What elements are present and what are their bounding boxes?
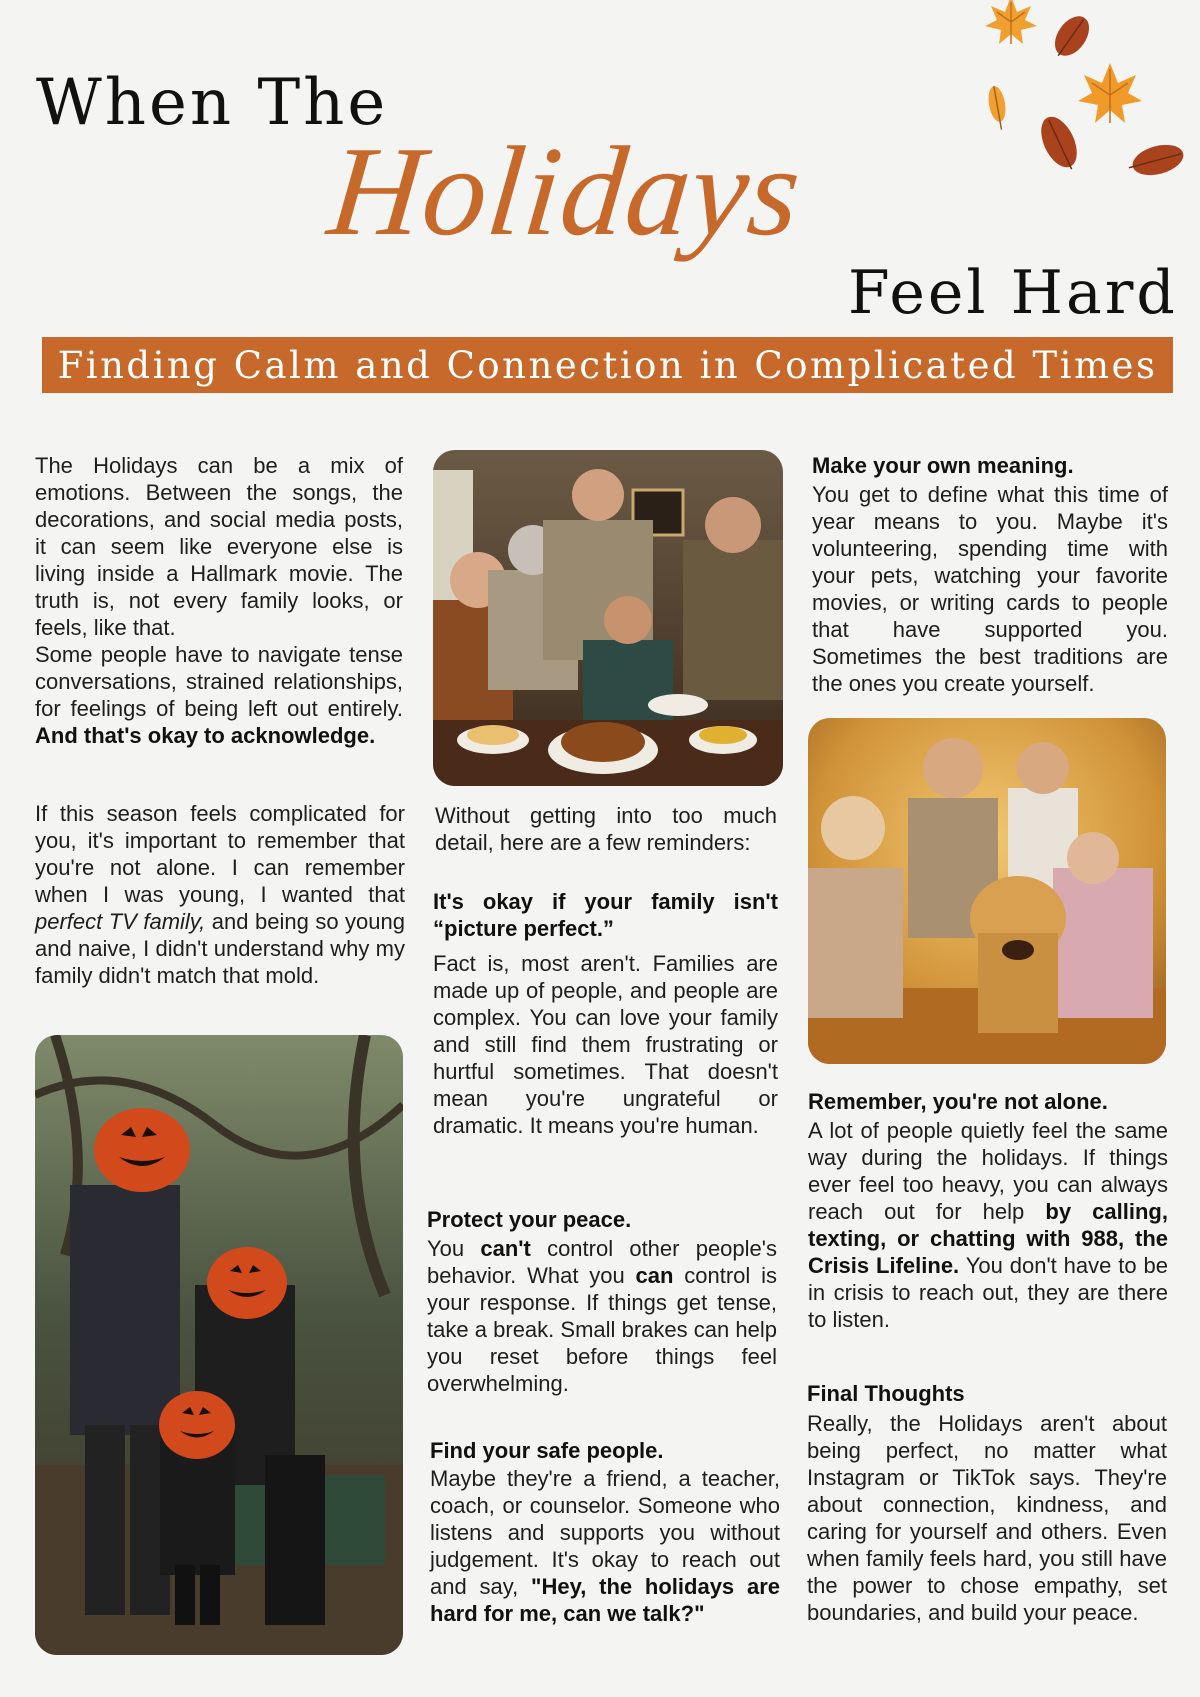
safe-people-body	[430, 1465, 780, 1627]
family-dog-photo	[808, 718, 1166, 1064]
reminders-paragraph: Without getting into too much detail, here are a few reminders:	[435, 803, 777, 855]
picture-perfect-heading: It's okay if your family isn't “picture perfect.”	[433, 889, 778, 941]
own-meaning-heading: Make your own meaning.	[812, 453, 1074, 478]
peace-bold-cant: can't	[480, 1236, 531, 1261]
intro-text-2: Some people have to navigate tense conversations, strained relationships, for feelings of being left out entirely.	[35, 642, 403, 721]
peace-bold-can: can	[635, 1263, 674, 1288]
peace-text-2: control other people's behavior. What you	[427, 1236, 777, 1288]
title-script-holidays: Holidays	[322, 120, 808, 262]
alone-text-2: You don't have to be in crisis to reach out, they are there to listen.	[808, 1253, 1168, 1332]
pumpkin-family-photo	[35, 1035, 403, 1655]
safe-bold-quote: "Hey, the holidays are hard for me, can we talk?"	[430, 1574, 780, 1626]
peace-text-3: control is your response. If things get tense, take a break. Small brakes can help you reset before things feel overwhelming.	[427, 1263, 777, 1396]
not-alone-heading: Remember, you're not alone.	[808, 1089, 1108, 1114]
title-line-1: When The	[36, 66, 389, 140]
intro-paragraph	[35, 452, 403, 749]
title-line-3: Feel Hard	[848, 258, 1178, 328]
season-italic-text: perfect TV family,	[35, 909, 206, 934]
not-alone-body	[808, 1117, 1168, 1333]
safe-text: Maybe they're a friend, a teacher, coach, or counselor. Someone who listens and supports you without judgement. It's okay to reach out and say,	[430, 1466, 780, 1599]
protect-peace-body	[427, 1235, 777, 1397]
peace-text-1: You	[427, 1236, 465, 1261]
alone-bold-text: by calling, texting, or chatting with 988, the Crisis Lifeline.	[808, 1199, 1168, 1278]
protect-peace-heading: Protect your peace.	[427, 1207, 632, 1232]
final-thoughts-heading: Final Thoughts	[807, 1381, 965, 1406]
final-thoughts-body: Really, the Holidays aren't about being perfect, no matter what Instagram or TikTok says. They're about connection, kindness, and caring for yourself and others. Even when family feels hard, you still have the power to chose empathy, set boundaries, and build your peace.	[807, 1411, 1167, 1625]
picture-perfect-body: Fact is, most aren't. Families are made up of people, and people are complex. You can love your family and still find them frustrating or hurtful sometimes. That doesn't mean you're ungrateful or dramatic. It means you're human.	[433, 951, 778, 1138]
subtitle-banner: Finding Calm and Connection in Complicated Times	[42, 337, 1173, 393]
safe-people-heading: Find your safe people.	[430, 1438, 664, 1463]
season-text-1: If this season feels complicated for you, it's important to remember that you're not alone. I can remember when I was young, I wanted that	[35, 801, 405, 907]
own-meaning-body: You get to define what this time of year means to you. Maybe it's volunteering, spending time with your pets, watching your favorite movies, or writing cards to people that have supported you. Sometimes the best traditions are the ones you create yourself.	[812, 482, 1168, 696]
season-paragraph	[35, 800, 405, 989]
autumn-leaves-icon	[975, 0, 1185, 185]
alone-text-1: A lot of people quietly feel the same way during the holidays. If things ever feel too heavy, you can always reach out for help	[808, 1118, 1168, 1224]
dinner-argument-photo	[433, 450, 783, 786]
season-text-2: and being so young and naive, I didn't understand why my family didn't match that mold.	[35, 909, 405, 988]
intro-bold-text: And that's okay to acknowledge.	[35, 723, 376, 748]
intro-text-1: The Holidays can be a mix of emotions. Between the songs, the decorations, and social media posts, it can seem like everyone else is living inside a Hallmark movie. The truth is, not every family looks, or feels, like that.	[35, 453, 403, 640]
